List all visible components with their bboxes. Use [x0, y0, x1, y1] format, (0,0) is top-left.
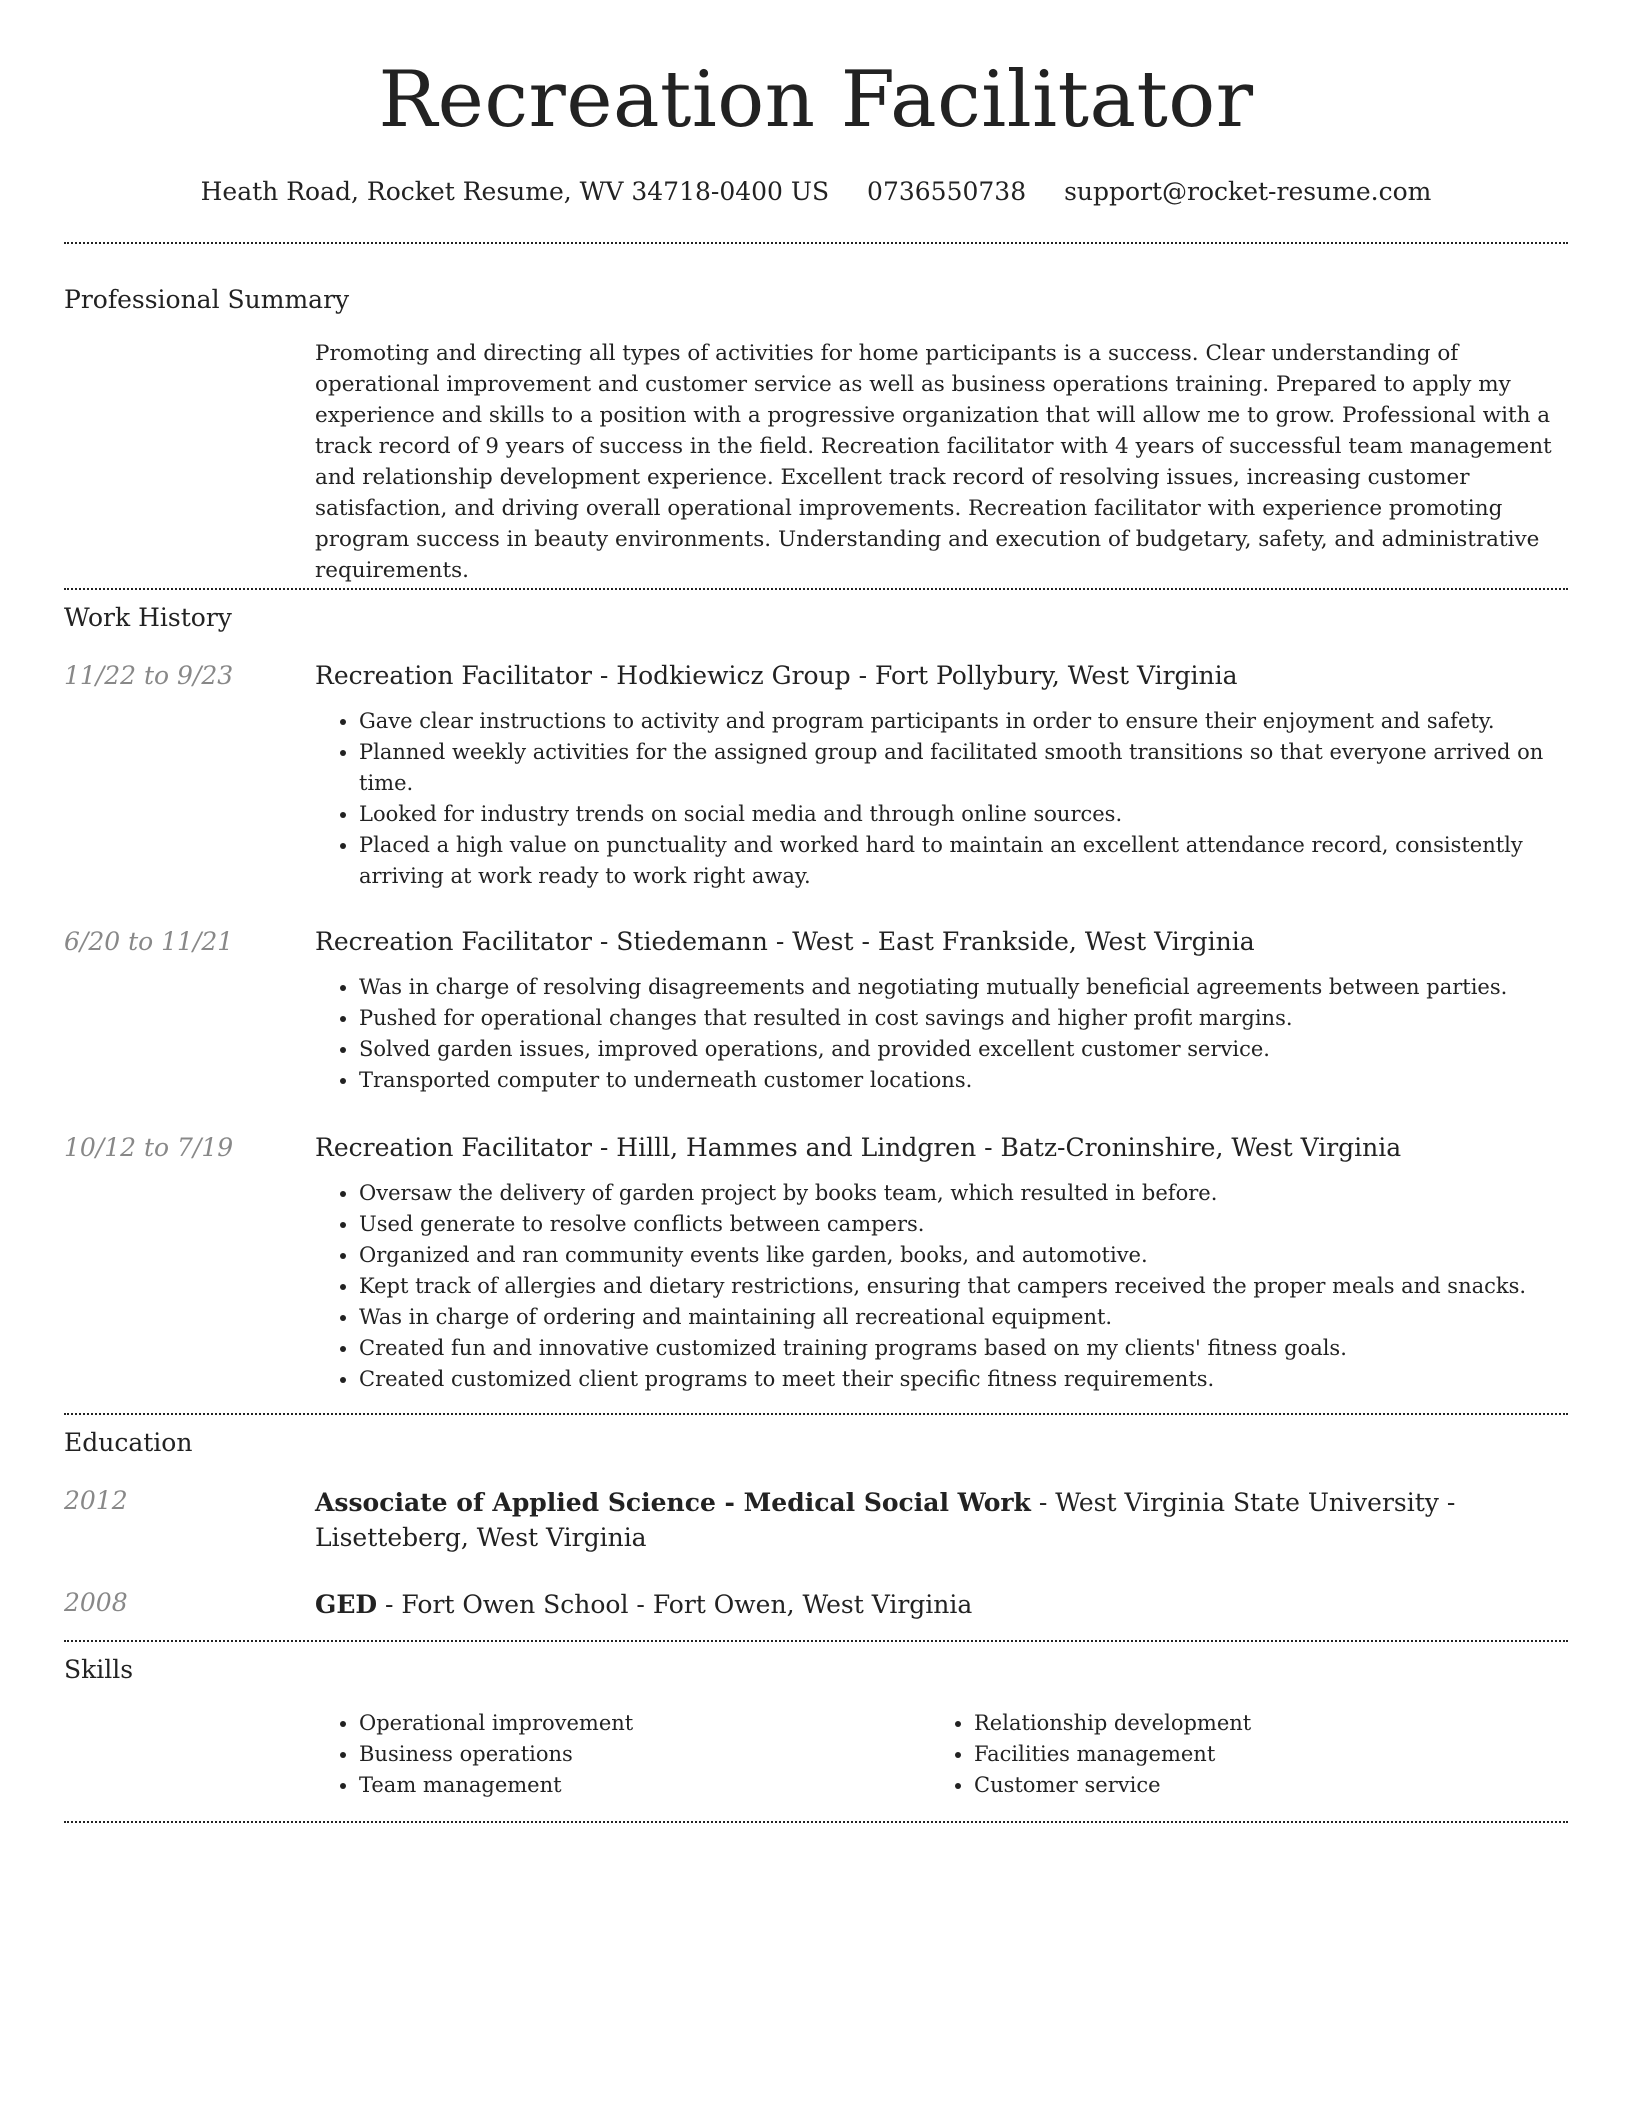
skills-bullets — [315, 1708, 930, 1801]
contact-email: support@rocket-resume.com — [1064, 177, 1432, 206]
education-year: 2012 — [64, 1486, 128, 1515]
list-item: • Oversaw the delivery of garden project by books team, which resulted in before. — [359, 1178, 1568, 1209]
section-divider — [64, 1413, 1568, 1415]
job-entry — [0, 660, 1632, 892]
education-entry — [0, 1485, 1632, 1555]
list-item: • Placed a high value on punctuality and worked hard to maintain an excellent attendance record, consistently arriving at work ready to work right away. — [359, 830, 1568, 892]
list-item: • Used generate to resolve conflicts between campers. — [359, 1209, 1568, 1240]
section-divider — [64, 1821, 1568, 1823]
education-school: - West Virginia State University - Lisetteberg, West Virginia — [315, 1488, 1456, 1552]
job-dates: 11/22 to 9/23 — [64, 661, 234, 690]
contact-line — [0, 176, 1632, 208]
job-dates: 6/20 to 11/21 — [64, 927, 234, 956]
section-divider — [64, 242, 1568, 244]
skills-list — [0, 1708, 1632, 1801]
list-item: • Solved garden issues, improved operations, and provided excellent customer service. — [359, 1034, 1568, 1065]
summary-text: Promoting and directing all types of activities for home participants is a success. Clear understanding of operational improvement and customer service as well as business operations training. Prepared to apply my experience and skills to a position with a progressive organization that will allow me to grow. Professional with a track record of 9 years of success in the field. Recreation facilitator with 4 years of successful team management and relationship development experience. Excellent track record of resolving issues, increasing customer satisfaction, and driving overall operational improvements. Recreation facilitator with experience promoting program success in beauty environments. Understanding and execution of budgetary, safety, and administrative requirements. — [315, 341, 1552, 583]
list-item: • Organized and ran community events like garden, books, and automotive. — [359, 1240, 1568, 1271]
job-title: Recreation Facilitator - Hilll, Hammes and Lindgren - Batz-Croninshire, West Virginia — [315, 1133, 1402, 1162]
education-title — [315, 1587, 1568, 1622]
list-item: • Planned weekly activities for the assigned group and facilitated smooth transitions so that everyone arrived on time. — [359, 737, 1568, 799]
list-item: • Created customized client programs to meet their specific fitness requirements. — [359, 1364, 1568, 1395]
list-item: • Looked for industry trends on social media and through online sources. — [359, 799, 1568, 830]
job-entry — [0, 926, 1632, 1096]
job-bullets — [315, 706, 1568, 892]
job-dates: 10/12 to 7/19 — [64, 1133, 234, 1162]
section-divider — [64, 1640, 1568, 1642]
education-title — [315, 1485, 1568, 1555]
skill-item: • Operational improvement — [359, 1708, 930, 1739]
section-divider — [64, 588, 1568, 590]
list-item: • Pushed for operational changes that resulted in cost savings and higher profit margins. — [359, 1003, 1568, 1034]
education-heading: Education — [64, 1428, 193, 1457]
job-entry — [0, 1132, 1632, 1395]
education-entry — [0, 1587, 1632, 1622]
list-item: • Was in charge of resolving disagreements and negotiating mutually beneficial agreements between parties. — [359, 972, 1568, 1003]
skill-item: • Business operations — [359, 1739, 930, 1770]
summary-heading: Professional Summary — [64, 285, 350, 314]
resume-header — [0, 0, 1632, 208]
skill-item: • Customer service — [974, 1770, 1545, 1801]
job-title: Recreation Facilitator - Stiedemann - West - East Frankside, West Virginia — [315, 927, 1255, 956]
candidate-name: Recreation Facilitator — [378, 55, 1254, 145]
contact-phone: 0736550738 — [867, 177, 1027, 206]
job-bullets — [315, 972, 1568, 1096]
skills-heading: Skills — [64, 1655, 134, 1684]
job-title: Recreation Facilitator - Hodkiewicz Group - Fort Pollybury, West Virginia — [315, 661, 1238, 690]
skills-column-right — [930, 1708, 1545, 1801]
list-item: • Transported computer to underneath customer locations. — [359, 1065, 1568, 1096]
list-item: • Gave clear instructions to activity and program participants in order to ensure their enjoyment and safety. — [359, 706, 1568, 737]
skills-bullets — [930, 1708, 1545, 1801]
list-item: • Created fun and innovative customized training programs based on my clients' fitness goals. — [359, 1333, 1568, 1364]
education-year: 2008 — [64, 1588, 128, 1617]
work-history-heading: Work History — [64, 603, 232, 632]
skill-item: • Relationship development — [974, 1708, 1545, 1739]
skills-column-left — [315, 1708, 930, 1801]
list-item: • Was in charge of ordering and maintaining all recreational equipment. — [359, 1302, 1568, 1333]
education-degree: Associate of Applied Science - Medical Social Work — [315, 1488, 1031, 1517]
job-bullets — [315, 1178, 1568, 1395]
list-item: • Kept track of allergies and dietary restrictions, ensuring that campers received the proper meals and snacks. — [359, 1271, 1568, 1302]
skill-item: • Team management — [359, 1770, 930, 1801]
skill-item: • Facilities management — [974, 1739, 1545, 1770]
contact-address: Heath Road, Rocket Resume, WV 34718-0400 US — [200, 177, 830, 206]
education-degree: GED — [315, 1590, 378, 1619]
education-school: - Fort Owen School - Fort Owen, West Virginia — [377, 1590, 973, 1619]
